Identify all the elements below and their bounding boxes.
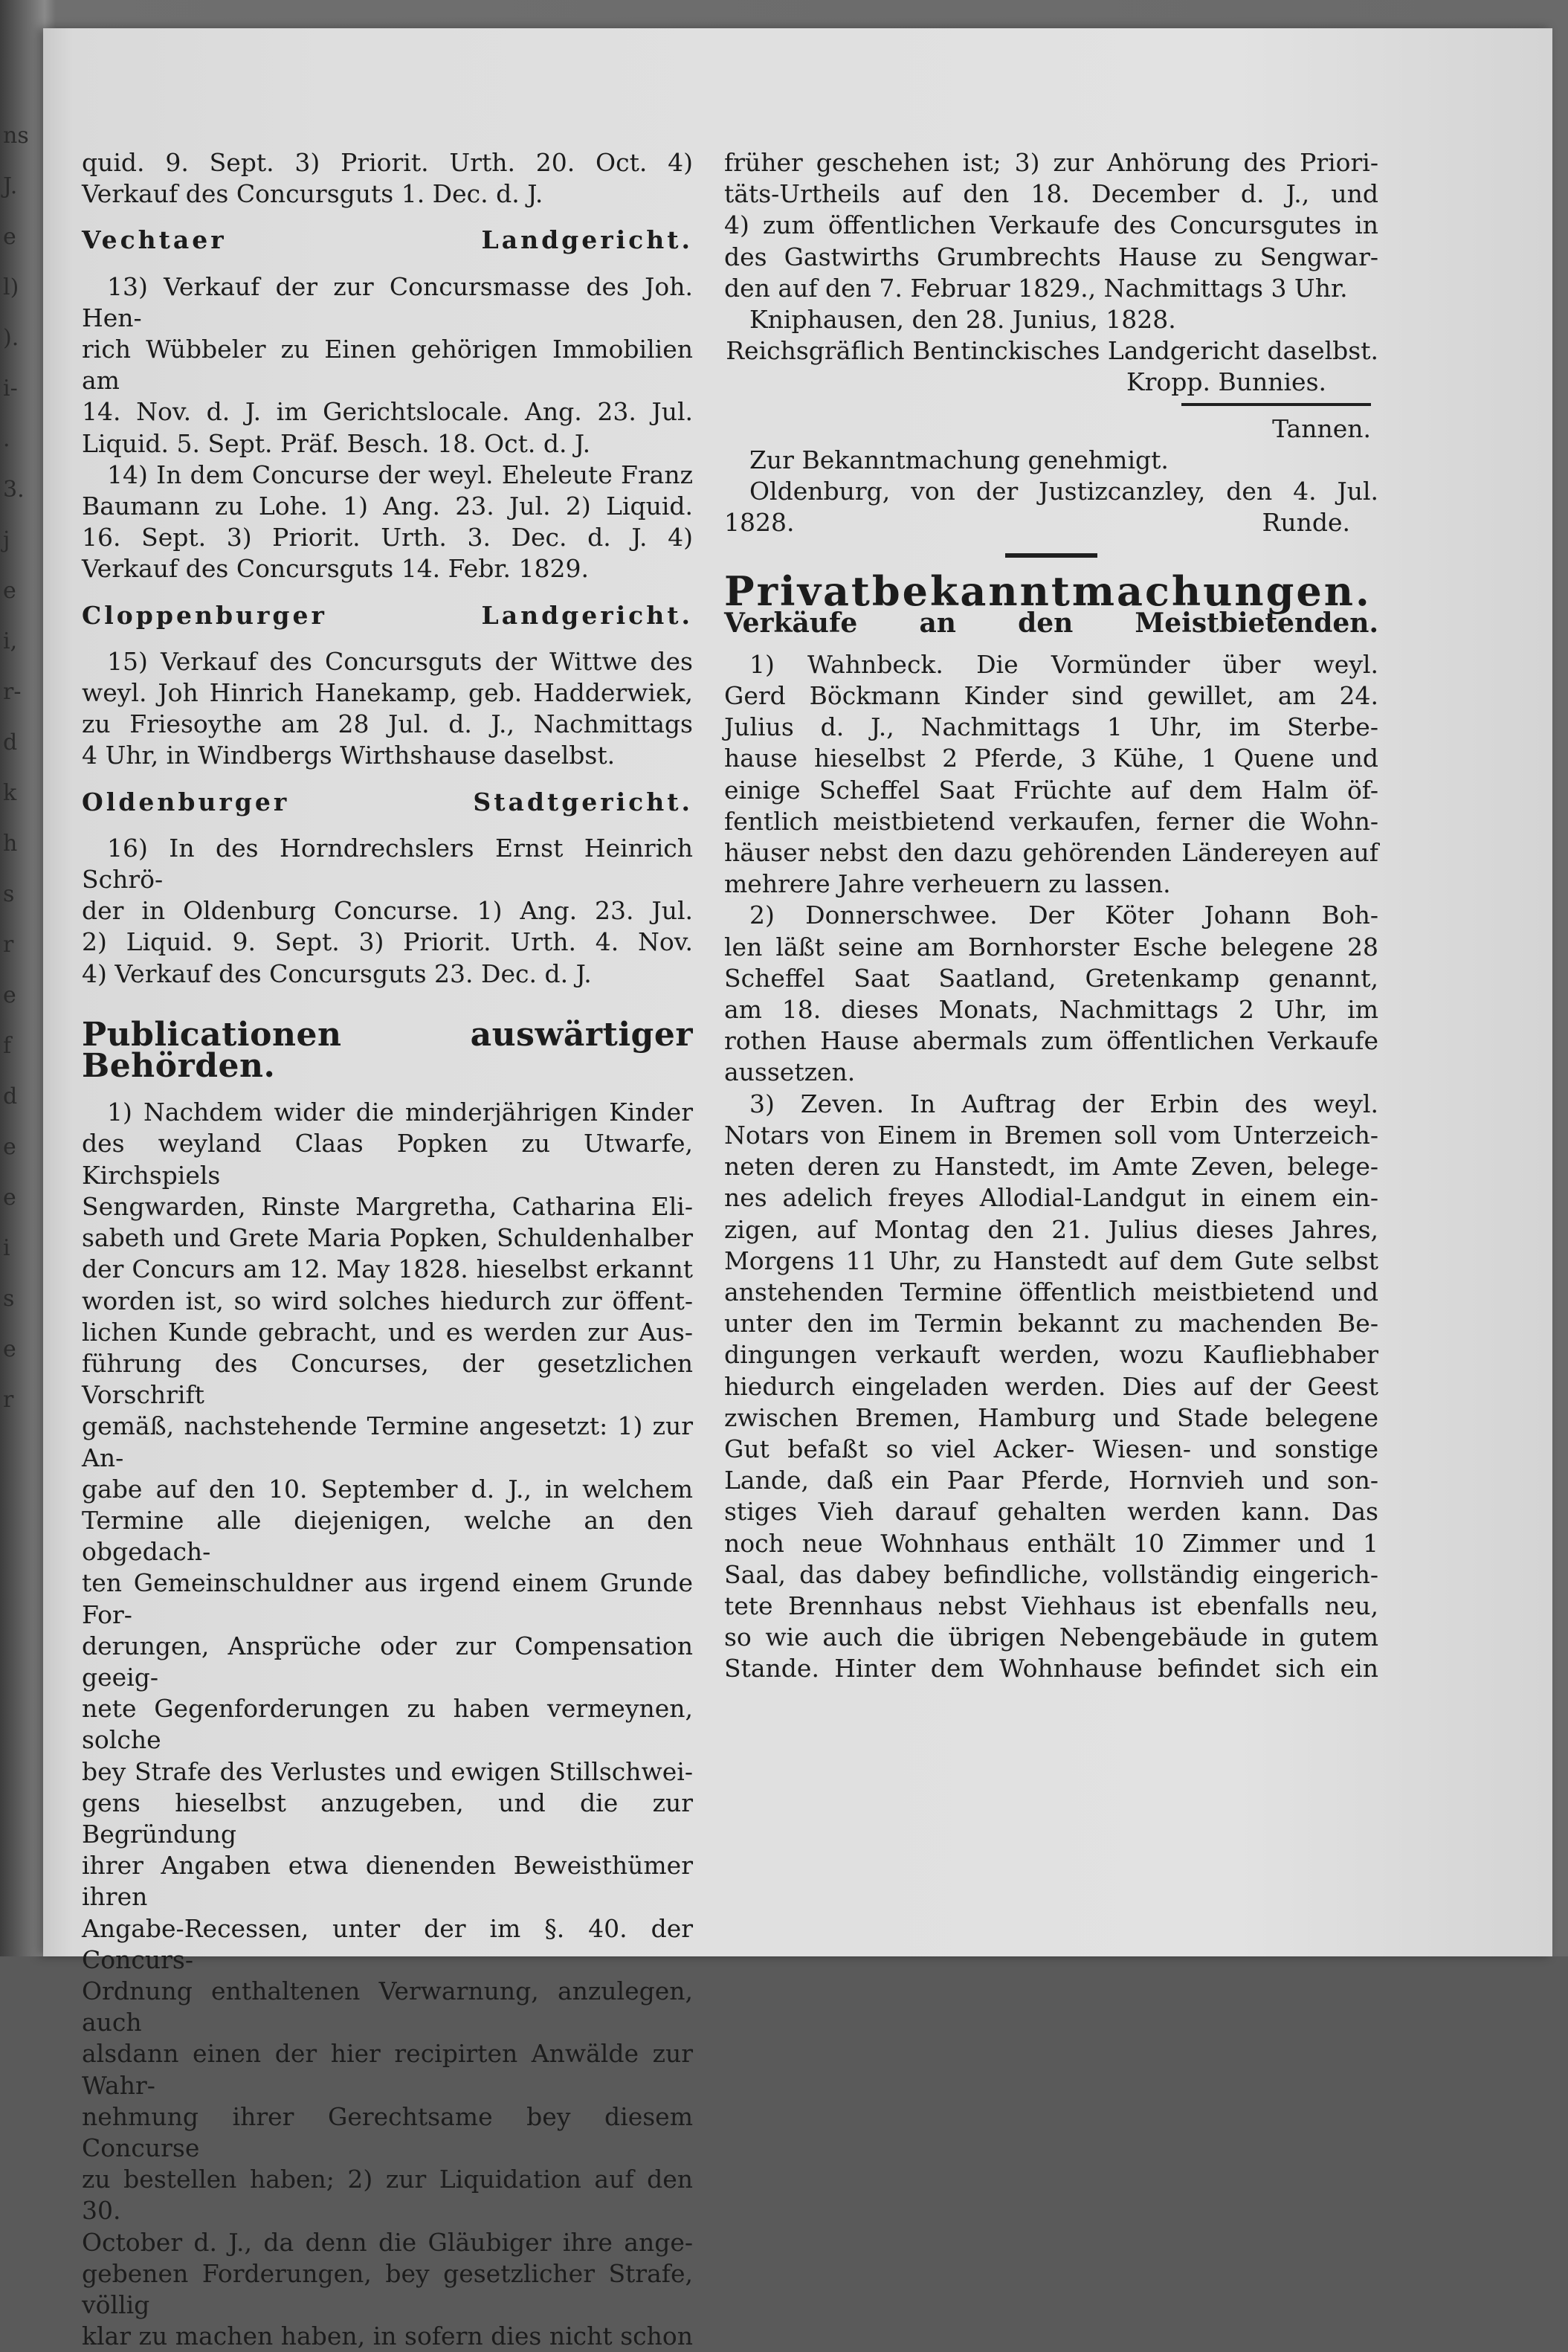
section-heading-vechta: Vechtaer Landgericht. <box>82 225 693 255</box>
previous-page-edge <box>0 0 43 1956</box>
margin-fragment: r <box>3 1387 14 1413</box>
text-line: 13) Verkauf der zur Concursmasse des Joh. Hen- <box>82 271 693 332</box>
text-line: dingungen verkauft werden, wozu Kaufliebhaber <box>724 1340 1378 1370</box>
section-heading-oldenburg: Oldenburger Stadtgericht. <box>82 787 693 816</box>
text-line: Stande. Hinter dem Wohnhause befindet sich ein <box>724 1654 1378 1684</box>
margin-fragment: i- <box>3 376 18 402</box>
text-line: Gut befaßt so viel Acker- Wiesen- und sonstige <box>724 1434 1378 1463</box>
margin-fragment: i, <box>3 628 18 654</box>
margin-fragment: d <box>3 729 18 755</box>
text-line: Angabe-Recessen, unter der im §. 40. der Concurs- <box>82 1913 693 1974</box>
text-line: klar zu machen haben, in sofern dies nicht schon <box>82 2322 693 2351</box>
text-line: 2) Liquid. 9. Sept. 3) Priorit. Urth. 4. Nov. <box>82 927 693 957</box>
sale-2-paragraph <box>724 900 1378 1088</box>
left-column <box>82 147 693 2352</box>
text-line: Verkauf des Concursguts 14. Febr. 1829. <box>82 554 590 584</box>
text-line: so wie auch die übrigen Nebengebäude in gutem <box>724 1623 1378 1652</box>
text-line: der Concurs am 12. May 1828. hieselbst erkannt <box>82 1254 693 1284</box>
text-line: zigen, auf Montag den 21. Julius dieses Jahres, <box>724 1214 1378 1244</box>
margin-fragment: e <box>3 1336 16 1362</box>
text-line: fentlich meistbietend verkaufen, ferner die Wohn- <box>724 806 1378 836</box>
text-line: 3) Zeven. In Auftrag der Erbin des weyl. <box>749 1089 1378 1118</box>
text-line: Baumann zu Lohe. 1) Ang. 23. Jul. 2) Liquid. <box>82 492 693 521</box>
chancery-signer: Runde. <box>1262 508 1350 538</box>
text-line: 4 Uhr, in Windbergs Wirthshause daselbst. <box>82 741 616 770</box>
margin-fragment: e <box>3 982 16 1008</box>
margin-fragment: e <box>3 1185 16 1211</box>
text-line: weyl. Joh Hinrich Hanekamp, geb. Hadderwiek, <box>82 678 693 708</box>
text-line: Sengwarden, Rinste Margretha, Catharina Eli- <box>82 1191 693 1221</box>
text-line: Morgens 11 Uhr, zu Hanstedt auf dem Gute selbst <box>724 1246 1378 1275</box>
text-line: rothen Hause abermals zum öffentlichen Verkaufe <box>724 1026 1378 1056</box>
text-line: noch neue Wohnhaus enthält 10 Zimmer und 1 <box>724 1528 1378 1558</box>
margin-fragment: r- <box>3 679 22 705</box>
text-line: Scheffel Saat Saatland, Gretenkamp genannt, <box>724 963 1378 993</box>
text-line: ten Gemeinschuldner aus irgend einem Grunde For- <box>82 1568 693 1629</box>
text-line: gemäß, nachstehende Termine angesetzt: 1) zur An- <box>82 1411 693 1472</box>
margin-fragment: s <box>3 1286 15 1312</box>
text-line: 1) Wahnbeck. Die Vormünder über weyl. <box>749 649 1378 679</box>
signers: Kropp. Bunnies. <box>1126 367 1326 397</box>
text-line: hiedurch eingeladen werden. Dies auf der Geest <box>724 1371 1378 1401</box>
margin-fragment: e <box>3 224 16 250</box>
text-line: unter den im Termin bekannt zu machenden Be- <box>724 1309 1378 1338</box>
margin-fragment: f <box>3 1033 12 1059</box>
main-title-private-announcements: Privatbekanntmachungen. <box>724 567 1372 616</box>
text-line: Liquid. 5. Sept. Präf. Besch. 18. Oct. d. J. <box>82 428 591 458</box>
text-line: am 18. dieses Monats, Nachmittags 2 Uhr, im <box>724 995 1378 1025</box>
text-line: quid. 9. Sept. 3) Priorit. Urth. 20. Oct. 4) <box>82 148 693 177</box>
text-line: nes adelich freyes Allodial-Landgut in einem ein- <box>724 1183 1378 1213</box>
chancery-year-line <box>724 507 1378 538</box>
text-line: stiges Vieh darauf gehalten werden kann. Das <box>724 1497 1378 1527</box>
publication-1-paragraph <box>82 1097 693 2352</box>
margin-fragment: l) <box>3 274 19 300</box>
margin-fragment: J. <box>3 173 18 199</box>
text-line: nehmung ihrer Gerechtsame bey diesem Concurse <box>82 2101 693 2162</box>
margin-fragment: e <box>3 1134 16 1160</box>
text-line: 4) Verkauf des Concursguts 23. Dec. d. J. <box>82 958 592 988</box>
text-line: 15) Verkauf des Concursguts der Wittwe des <box>107 646 693 676</box>
section-heading-cloppenburg: Cloppenburger Landgericht. <box>82 600 693 630</box>
text-line: gebenen Forderungen, bey gesetzlicher Strafe, völlig <box>82 2258 693 2319</box>
margin-fragment: r <box>3 932 14 958</box>
place-date-line: Kniphausen, den 28. Junius, 1828. <box>749 305 1176 335</box>
subtitle-auctions: Verkäufe an den Meistbietenden. <box>724 607 1378 639</box>
margin-fragment: d <box>3 1083 18 1109</box>
text-line: Lande, daß ein Paar Pferde, Hornvieh und son- <box>724 1466 1378 1495</box>
margin-fragment: j <box>3 527 10 553</box>
text-line: ihrer Angaben etwa dienenden Beweisthümer ihren <box>82 1851 693 1912</box>
text-line: nete Gegenforderungen zu haben vermeynen, solche <box>82 1694 693 1755</box>
text-line: hause hieselbst 2 Pferde, 3 Kühe, 1 Quene und <box>724 744 1378 773</box>
margin-fragment: ns <box>3 123 29 149</box>
section-divider <box>1005 553 1097 558</box>
text-line: 16) In des Horndrechslers Ernst Heinrich Schrö- <box>82 833 693 895</box>
text-line: sabeth und Grete Maria Popken, Schuldenhalber <box>82 1223 693 1253</box>
court-name: Reichsgräflich Bentinckisches Landgericht daselbst. <box>726 336 1378 366</box>
document-page <box>43 28 1552 2351</box>
margin-fragment: . <box>3 426 10 452</box>
text-line: Saal, das dabey befindliche, vollständig eingerich- <box>724 1559 1378 1589</box>
margin-fragment: i <box>3 1235 10 1261</box>
text-line: gabe auf den 10. September d. J., in welchem <box>82 1474 693 1504</box>
chancery-line: Oldenburg, von der Justizcanzley, den 4. Jul. <box>749 477 1378 506</box>
text-line: täts-Urtheils auf den 18. December d. J., und <box>724 179 1378 209</box>
text-line: worden ist, so wird solches hiedurch zur öffent- <box>82 1286 693 1315</box>
text-line: alsdann einen der hier recipirten Anwälde zur Wahr- <box>82 2039 693 2100</box>
text-line: des Gastwirths Grumbrechts Hause zu Sengwar- <box>724 242 1378 271</box>
text-line: tete Brennhaus nebst Viehhaus ist ebenfalls neu, <box>724 1591 1378 1620</box>
text-line: Verkauf des Concursguts 1. Dec. d. J. <box>82 179 543 209</box>
text-line: zwischen Bremen, Hamburg und Stade belegene <box>724 1402 1378 1432</box>
text-line: 16. Sept. 3) Priorit. Urth. 3. Dec. d. J. 4) <box>82 523 693 552</box>
text-line: Gerd Böckmann Kinder sind gewillet, am 24. <box>724 681 1378 711</box>
text-line: aussetzen. <box>724 1057 856 1087</box>
margin-fragment: ). <box>3 325 19 351</box>
margin-fragment: k <box>3 780 17 806</box>
sale-1-paragraph <box>724 649 1378 900</box>
text-line: bey Strafe des Verlustes und ewigen Stillschwei- <box>82 1756 693 1786</box>
text-line: 1) Nachdem wider die minderjährigen Kinder <box>107 1098 693 1127</box>
text-line: mehrere Jahre verheuern zu lassen. <box>724 869 1171 899</box>
text-line: gens hieselbst anzugeben, und die zur Begründung <box>82 1788 693 1849</box>
approval-line: Zur Bekanntmachung genehmigt. <box>749 445 1169 474</box>
margin-fragment: e <box>3 578 16 604</box>
sale-3-paragraph <box>724 1089 1378 1685</box>
text-line: 14) In dem Concurse der weyl. Eheleute Franz <box>107 460 693 489</box>
text-line: neten deren zu Hanstedt, im Amte Zeven, belege- <box>724 1152 1378 1182</box>
text-line: der in Oldenburg Concurse. 1) Ang. 23. Jul. <box>82 896 693 926</box>
text-line: 2) Donnerschwee. Der Köter Johann Boh- <box>749 900 1378 930</box>
right-column <box>724 147 1378 1685</box>
text-line: früher geschehen ist; 3) zur Anhörung des Priori- <box>724 148 1378 177</box>
text-line: derungen, Ansprüche oder zur Compensation geeig- <box>82 1631 693 1692</box>
text-line: 4) zum öffentlichen Verkaufe des Concursgutes in <box>724 210 1378 240</box>
continued-paragraph <box>724 147 1378 304</box>
text-line: einige Scheffel Saat Früchte auf dem Halm öf- <box>724 775 1378 805</box>
text-line: den auf den 7. Februar 1829., Nachmittags 3 Uhr. <box>724 273 1348 303</box>
text-line: anstehenden Termine öffentlich meistbietend und <box>724 1277 1378 1307</box>
text-line: Termine alle diejenigen, welche an den obgedach- <box>82 1505 693 1567</box>
signer-tannen: Tannen. <box>1272 413 1371 443</box>
text-line: Julius d. J., Nachmittags 1 Uhr, im Sterbe- <box>724 712 1378 742</box>
chancery-year: 1828. <box>724 508 795 538</box>
margin-fragment: s <box>3 881 15 907</box>
text-line: des weyland Claas Popken zu Utwarfe, Kirchspiels <box>82 1129 693 1190</box>
section-title-publications: Publicationen auswärtiger Behörden. <box>82 1015 693 1086</box>
text-line: October d. J., da denn die Gläubiger ihre ange- <box>82 2227 693 2257</box>
margin-fragment: 3. <box>3 477 25 503</box>
text-line: 14. Nov. d. J. im Gerichtslocale. Ang. 23. Jul. <box>82 397 693 427</box>
text-line: rich Wübbeler zu Einen gehörigen Immobilien am <box>82 335 693 396</box>
text-line: len läßt seine am Bornhorster Esche belegene 28 <box>724 932 1378 961</box>
text-line: zu Friesoythe am 28 Jul. d. J., Nachmittags <box>82 709 693 739</box>
text-line: lichen Kunde gebracht, und es werden zur Aus- <box>82 1317 693 1347</box>
text-line: Notars von Einem in Bremen soll vom Unterzeich- <box>724 1120 1378 1150</box>
signature-rule <box>1181 403 1371 406</box>
text-line: häuser nebst den dazu gehörenden Ländereyen auf <box>724 838 1378 868</box>
text-line: zu bestellen haben; 2) zur Liquidation auf den 30. <box>82 2165 693 2226</box>
margin-fragment: h <box>3 831 18 857</box>
text-line: Ordnung enthaltenen Verwarnung, anzulegen, auch <box>82 1976 693 2037</box>
text-line: führung des Concurses, der gesetzlichen Vorschrift <box>82 1348 693 1410</box>
